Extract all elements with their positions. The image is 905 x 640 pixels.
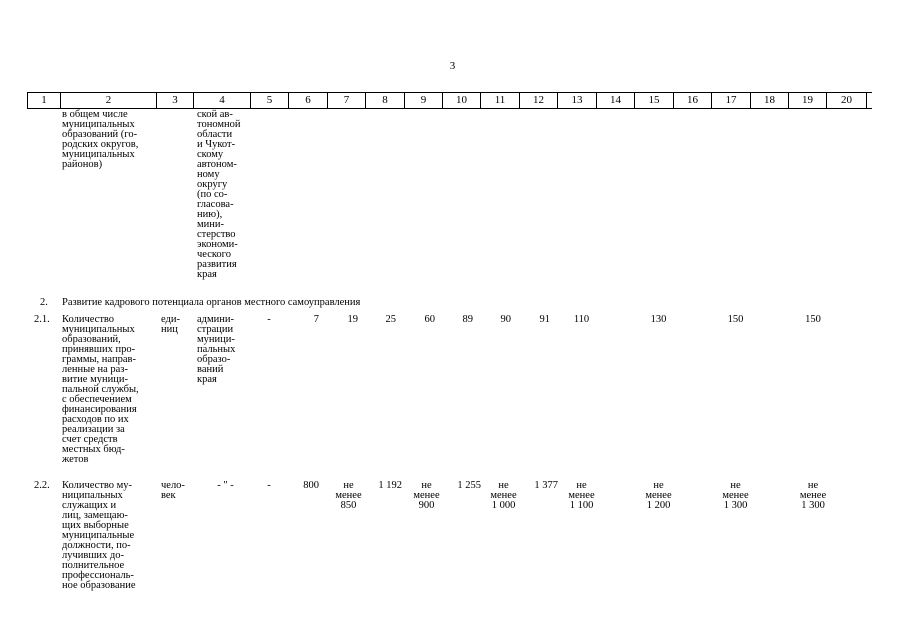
cell-col9: не менее 900 bbox=[413, 480, 440, 511]
column-number: 6 bbox=[289, 93, 328, 108]
cell-col12: 91 bbox=[539, 314, 550, 325]
column-number: 20 bbox=[827, 93, 867, 108]
cell-col13: не менее 1 100 bbox=[568, 480, 595, 511]
cell-col12: 1 377 bbox=[534, 480, 558, 491]
column-number: 10 bbox=[443, 93, 481, 108]
column-number: 14 bbox=[597, 93, 635, 108]
cell-col9: 60 bbox=[424, 314, 435, 325]
row-number: 2.2. bbox=[34, 480, 50, 491]
indicator-name: Количество муниципальных образований, принявших про- граммы, направ- ленные на раз- витие муници- пальной службы, с обеспечением финансирования расходов по их реализации за счет средств местных бюд- жетов bbox=[62, 314, 139, 465]
executor: админи- страции муници- пальных образо- ваний края bbox=[197, 314, 236, 385]
cell-col7: не менее 850 bbox=[335, 480, 362, 511]
column-number: 19 bbox=[789, 93, 827, 108]
cell-col6: 7 bbox=[313, 314, 319, 325]
cell-col10: 1 255 bbox=[457, 480, 481, 491]
indicator-name: Количество му- ниципальных служащих и лиц, замещаю- щих выборные муниципальные должности, по- лучивших до- полнительное профессиональ- ное образование bbox=[62, 480, 136, 591]
unit-of-measure: чело- век bbox=[161, 480, 185, 501]
column-number: 8 bbox=[366, 93, 405, 108]
cell-col17: 150 bbox=[727, 314, 744, 325]
cell-col13: 110 bbox=[573, 314, 590, 325]
column-number: 18 bbox=[751, 93, 789, 108]
column-number: 3 bbox=[157, 93, 194, 108]
section-number: 2. bbox=[40, 297, 48, 308]
column-number: 5 bbox=[251, 93, 289, 108]
column-number: 2 bbox=[61, 93, 157, 108]
column-number: 17 bbox=[712, 93, 751, 108]
column-number: 15 bbox=[635, 93, 674, 108]
cell-col19: не менее 1 300 bbox=[799, 480, 827, 511]
cell-col5: - bbox=[267, 480, 271, 491]
unit-of-measure: еди- ниц bbox=[161, 314, 180, 335]
row-number: 2.1. bbox=[34, 314, 50, 325]
column-number: 4 bbox=[194, 93, 251, 108]
column-number: 16 bbox=[674, 93, 712, 108]
column-number-header-row bbox=[27, 92, 872, 109]
cell-col15: не менее 1 200 bbox=[645, 480, 672, 511]
cell-col15: 130 bbox=[650, 314, 667, 325]
continuation-executor: ской ав- тономной области и Чукот- скому автоном- ному округу (по со- гласова- нию), мини- стерство экономи- ческого развития края bbox=[197, 109, 241, 280]
cell-col10: 89 bbox=[462, 314, 473, 325]
column-number: 13 bbox=[558, 93, 597, 108]
cell-col6: 800 bbox=[303, 480, 319, 491]
cell-col5: - bbox=[267, 314, 271, 325]
cell-col8: 1 192 bbox=[378, 480, 402, 491]
cell-col11: 90 bbox=[500, 314, 511, 325]
section-title: Развитие кадрового потенциала органов местного самоуправления bbox=[62, 297, 361, 308]
executor: - " - bbox=[217, 480, 234, 491]
column-number: 12 bbox=[520, 93, 558, 108]
column-number: 1 bbox=[28, 93, 61, 108]
column-number: 7 bbox=[328, 93, 366, 108]
cell-col19: 150 bbox=[805, 314, 821, 325]
cell-col17: не менее 1 300 bbox=[722, 480, 749, 511]
cell-col8: 25 bbox=[385, 314, 396, 325]
cell-col7: 19 bbox=[347, 314, 358, 325]
column-number: 11 bbox=[481, 93, 520, 108]
column-number: 9 bbox=[405, 93, 443, 108]
page-number: 3 bbox=[449, 60, 456, 72]
cell-col11: не менее 1 000 bbox=[490, 480, 517, 511]
continuation-indicator-name: в общем числе муниципальных образований (го- родских округов, муниципальных районов) bbox=[62, 109, 139, 170]
